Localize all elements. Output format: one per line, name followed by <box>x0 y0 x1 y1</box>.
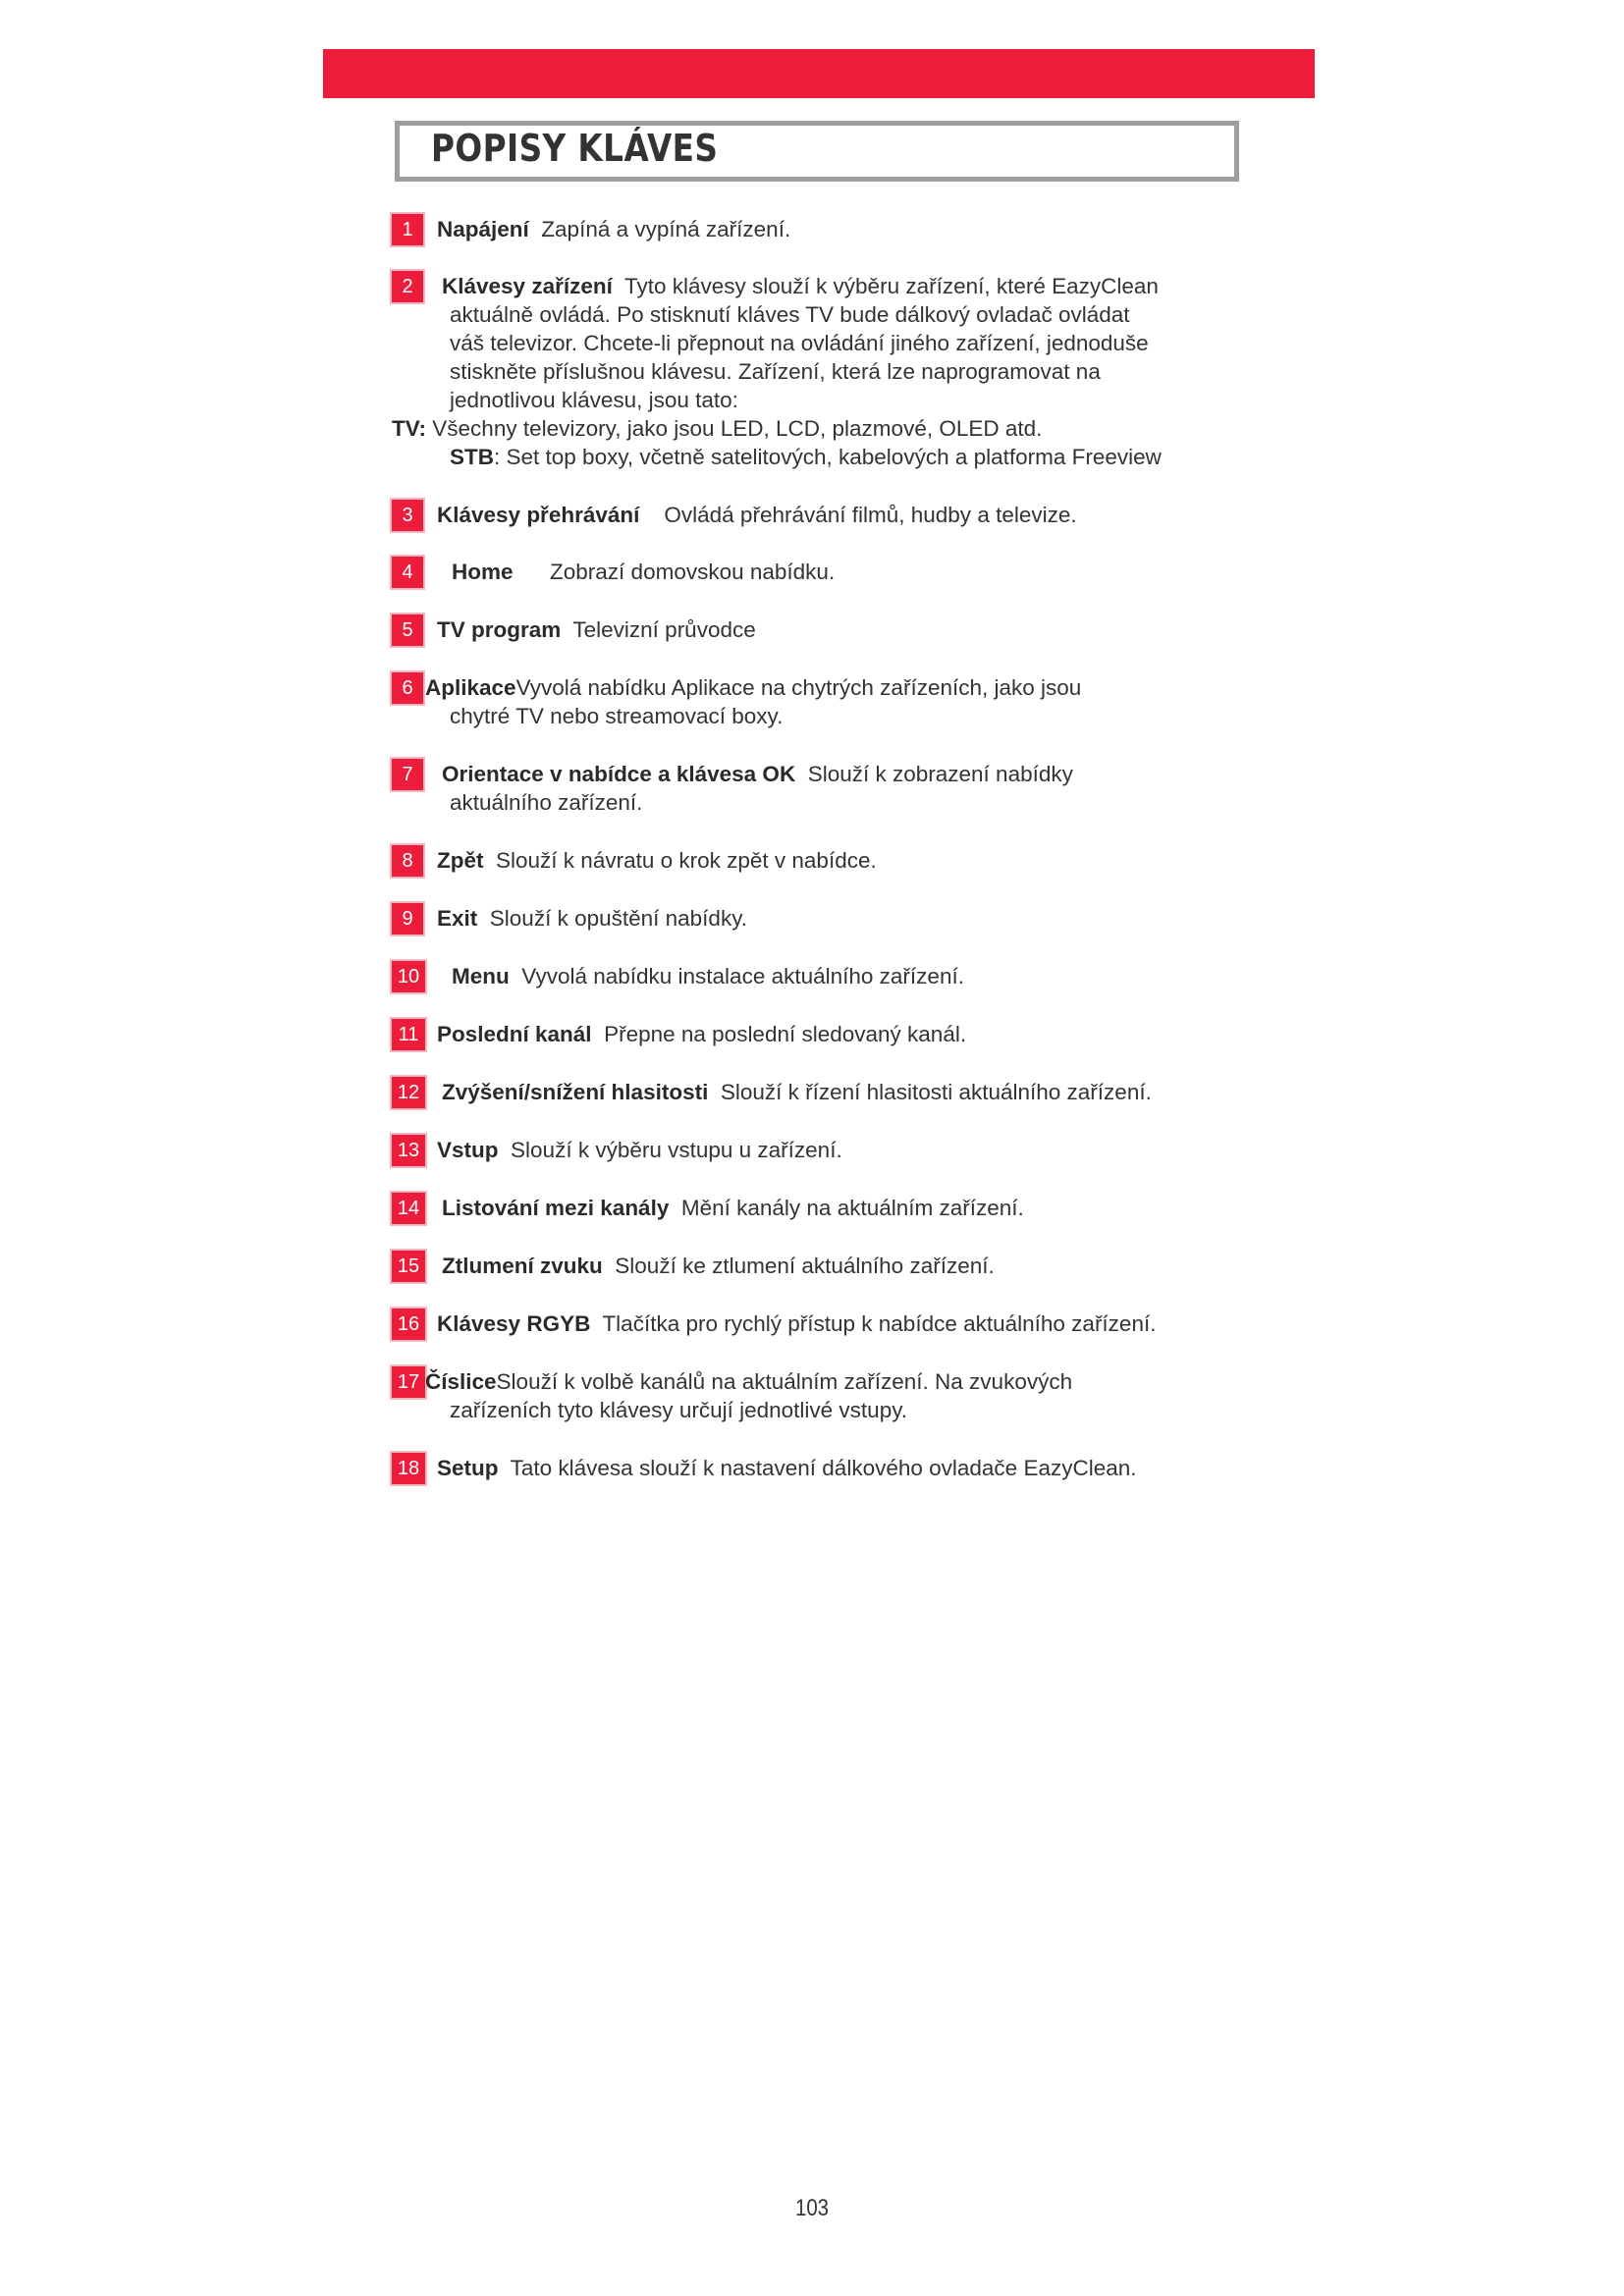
entry-term: Orientace v nabídce a klávesa OK <box>442 762 796 786</box>
entry-continuation: stiskněte příslušnou klávesu. Zařízení, která lze naprogramovat na <box>450 359 1101 384</box>
page-title: POPISY KLÁVES <box>431 127 719 170</box>
entry-description: Tyto klávesy slouží k výběru zařízení, které EazyClean <box>623 274 1159 298</box>
entry-number-badge: 2 <box>392 271 423 302</box>
device-type-term: TV: <box>392 416 427 441</box>
entry-term: Listování mezi kanály <box>442 1196 670 1220</box>
entry-number-badge: 5 <box>392 614 423 646</box>
entry-number-badge: 12 <box>392 1077 425 1108</box>
entry-description: Slouží k řízení hlasitosti aktuálního zařízení. <box>720 1080 1152 1104</box>
entry-continuation: aktuálního zařízení. <box>450 790 643 815</box>
entry-term: Klávesy zařízení <box>442 274 613 298</box>
entry-number-badge: 14 <box>392 1193 425 1224</box>
entry-description: Slouží k zobrazení nabídky <box>807 762 1073 786</box>
entry-term: Aplikace <box>425 675 516 700</box>
entry-continuation: jednotlivou klávesu, jsou tato: <box>450 388 738 412</box>
entry-description: Slouží k výběru vstupu u zařízení. <box>511 1138 842 1162</box>
entry-continuation: aktuálně ovládá. Po stisknutí kláves TV bude dálkový ovladač ovládat <box>450 302 1130 327</box>
entry-term: Zvýšení/snížení hlasitosti <box>442 1080 709 1104</box>
entry-description: Vyvolá nabídku Aplikace na chytrých zařízeních, jako jsou <box>515 675 1082 700</box>
entry-term: TV program <box>437 617 562 642</box>
entry-term: Číslice <box>425 1369 497 1394</box>
entry-number-badge: 6 <box>392 672 423 704</box>
entry-description: Zapíná a vypíná zařízení. <box>541 217 791 241</box>
title-box <box>395 121 1239 182</box>
device-type-description: : Set top boxy, včetně satelitových, kabelových a platforma Freeview <box>494 445 1162 469</box>
entry-description: Přepne na poslední sledovaný kanál. <box>604 1022 967 1046</box>
device-type-stb <box>450 443 1162 471</box>
entry-description: Slouží k návratu o krok zpět v nabídce. <box>496 848 877 873</box>
entry-description: Televizní průvodce <box>572 617 756 642</box>
entry-number-badge: 18 <box>392 1453 425 1484</box>
entry-description: Ovládá přehrávání filmů, hudby a televize. <box>664 503 1077 527</box>
header-accent-bar <box>323 49 1315 98</box>
entry-term: Home <box>452 560 514 584</box>
entry-term: Zpět <box>437 848 484 873</box>
entry-number-badge: 8 <box>392 845 423 877</box>
entry-number-badge: 16 <box>392 1308 425 1340</box>
entry-number-badge: 10 <box>392 961 425 992</box>
entry-continuation: chytré TV nebo streamovací boxy. <box>450 704 784 728</box>
device-type-term: STB <box>450 445 494 469</box>
entry-term: Setup <box>437 1456 499 1480</box>
entry-number-badge: 1 <box>392 214 423 245</box>
entry-term: Ztlumení zvuku <box>442 1254 603 1278</box>
entry-term: Klávesy RGYB <box>437 1311 591 1336</box>
entry-number-badge: 9 <box>392 903 423 934</box>
entry-description: Slouží k volbě kanálů na aktuálním zařízení. Na zvukových <box>496 1369 1073 1394</box>
entry-description: Slouží k opuštění nabídky. <box>489 906 748 931</box>
entry-description: Zobrazí domovskou nabídku. <box>550 560 836 584</box>
page-number: 103 <box>794 2195 830 2221</box>
entry-number-badge: 13 <box>392 1135 425 1166</box>
entry-continuation: zařízeních tyto klávesy určují jednotlivé vstupy. <box>450 1398 908 1422</box>
entry-number-badge: 3 <box>392 500 423 531</box>
entry-term: Exit <box>437 906 478 931</box>
entry-term: Vstup <box>437 1138 499 1162</box>
entry-number-badge: 17 <box>392 1366 425 1398</box>
entry-term: Napájení <box>437 217 529 241</box>
entry-description: Mění kanály na aktuálním zařízení. <box>680 1196 1024 1220</box>
entry-term: Poslední kanál <box>437 1022 592 1046</box>
entry-description: Tato klávesa slouží k nastavení dálkového ovladače EazyClean. <box>510 1456 1137 1480</box>
entry-description: Slouží ke ztlumení aktuálního zařízení. <box>615 1254 995 1278</box>
device-type-tv <box>392 414 1042 443</box>
entry-number-badge: 11 <box>392 1019 425 1050</box>
device-type-description: Všechny televizory, jako jsou LED, LCD, plazmové, OLED atd. <box>432 416 1043 441</box>
entry-number-badge: 15 <box>392 1251 425 1282</box>
entry-number-badge: 7 <box>392 759 423 790</box>
entry-description: Vyvolá nabídku instalace aktuálního zařízení. <box>521 964 964 988</box>
entry-description: Tlačítka pro rychlý přístup k nabídce aktuálního zařízení. <box>602 1311 1157 1336</box>
entry-term: Menu <box>452 964 510 988</box>
entry-term: Klávesy přehrávání <box>437 503 640 527</box>
entry-number-badge: 4 <box>392 557 423 588</box>
entry-continuation: váš televizor. Chcete-li přepnout na ovládání jiného zařízení, jednoduše <box>450 331 1149 355</box>
